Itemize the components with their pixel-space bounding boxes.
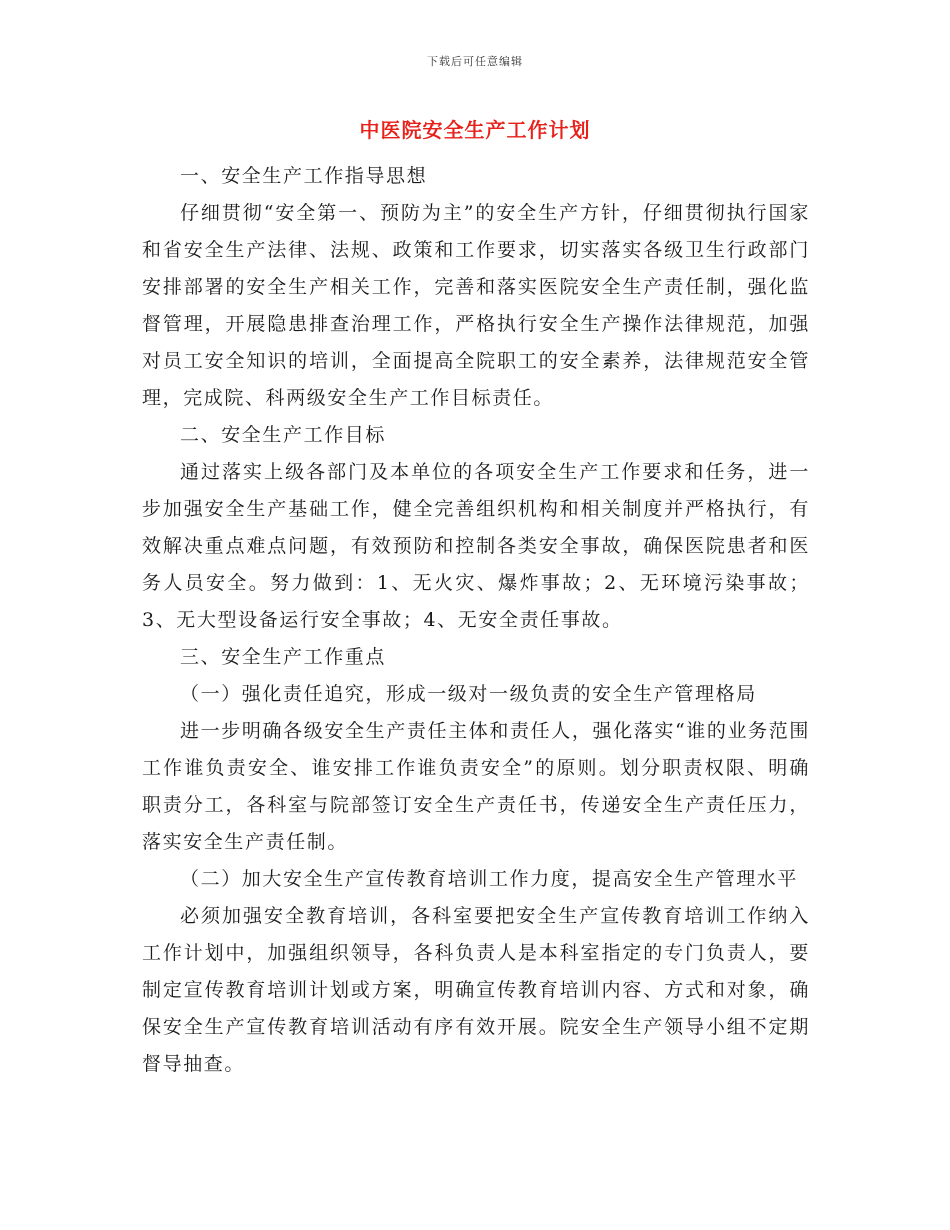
subheading-1: （一）强化责任追究，形成一级对一级负责的安全生产管理格局: [180, 683, 757, 705]
document-title: 中医院安全生产工作计划: [359, 118, 591, 142]
section-heading-1: 一、安全生产工作指导思想: [180, 165, 428, 187]
document-body: [142, 158, 810, 1083]
section-heading-2: 二、安全生产工作目标: [180, 424, 387, 446]
paragraph-training: 必须加强安全教育培训，各科室要把安全生产宣传教育培训工作纳入工作计划中，加强组织领导，各科负责人是本科室指定的专门负责人，要制定宣传教育培训计划或方案，明确宣传教育培训内容、方式和对象，确保安全生产宣传教育培训活动有序有效开展。院安全生产领导小组不定期督导抽查。: [142, 905, 810, 1075]
section-heading-3: 三、安全生产工作重点: [180, 646, 387, 668]
page-header-note: 下载后可任意编辑: [427, 55, 523, 68]
subheading-2: （二）加大安全生产宣传教育培训工作力度，提高安全生产管理水平: [180, 868, 799, 890]
paragraph-responsibility: 进一步明确各级安全生产责任主体和责任人，强化落实“谁的业务范围工作谁负责安全、谁安排工作谁负责安全”的原则。划分职责权限、明确职责分工，各科室与院部签订安全生产责任书，传递安全生产责任压力，落实安全生产责任制。: [142, 720, 810, 853]
paragraph-goals: 通过落实上级各部门及本单位的各项安全生产工作要求和任务，进一步加强安全生产基础工作，健全完善组织机构和相关制度并严格执行，有效解决重点难点问题，有效预防和控制各类安全事故，确保医院患者和医务人员安全。努力做到：1、无火灾、爆炸事故；2、无环境污染事故；3、无大型设备运行安全事故；4、无安全责任事故。: [142, 461, 810, 631]
paragraph-guiding-thought: 仔细贯彻“安全第一、预防为主”的安全生产方针，仔细贯彻执行国家和省安全生产法律、法规、政策和工作要求，切实落实各级卫生行政部门安排部署的安全生产相关工作，完善和落实医院安全生产责任制，强化监督管理，开展隐患排查治理工作，严格执行安全生产操作法律规范，加强对员工安全知识的培训，全面提高全院职工的安全素养，法律规范安全管理，完成院、科两级安全生产工作目标责任。: [142, 202, 810, 409]
